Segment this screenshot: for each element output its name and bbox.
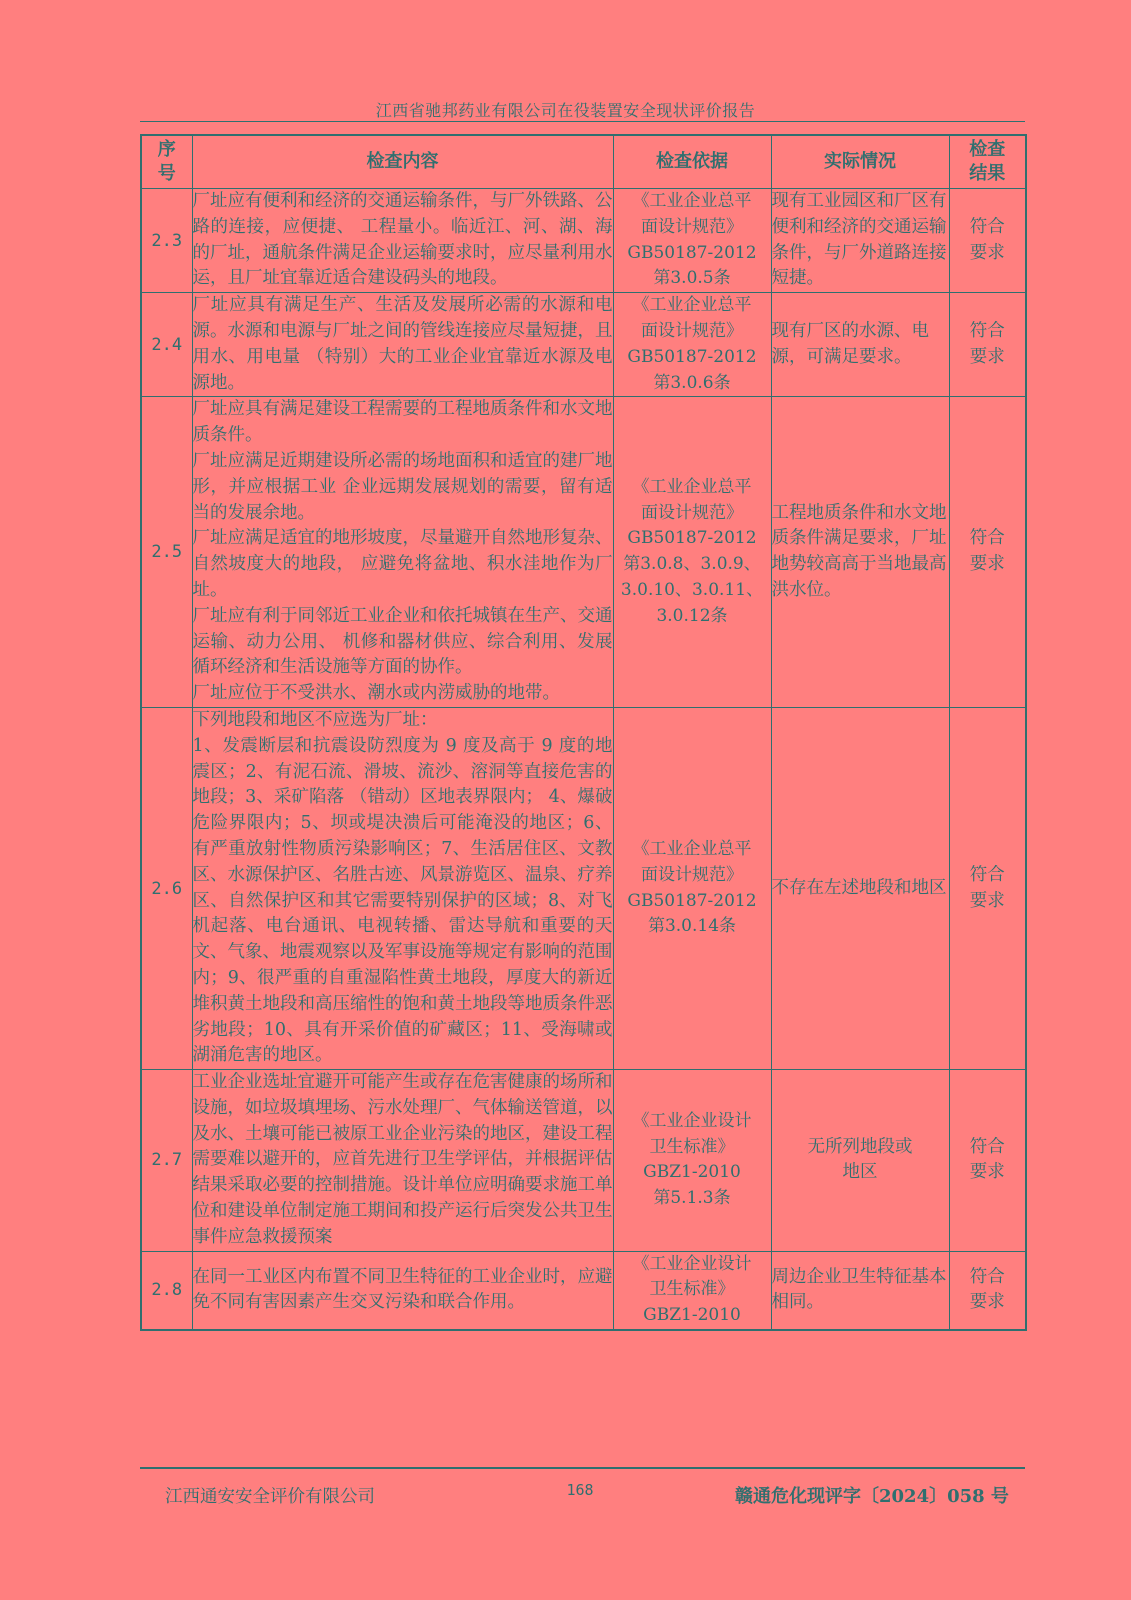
row-basis: 《工业企业总平 面设计规范》 GB50187-2012 第3.0.5条 xyxy=(613,189,771,293)
row-seq: 2.3 xyxy=(141,189,192,293)
row-seq: 2.4 xyxy=(141,293,192,397)
row-seq: 2.6 xyxy=(141,707,192,1069)
row-content: 下列地段和地区不应选为厂址： 1、发震断层和抗震设防烈度为 9 度及高于 9 度的地震区；2、有泥石流、滑坡、流沙、溶洞等直接危害的地段；3、采矿陷落 （错动）区地表界限内； 4、爆破危险界限内；5、坝或堤决溃后可能淹没的地区；6、有严重放射性物质污染影响区；7、生活居住区、文教区、水源保护区、名胜古迹、风景游览区、温泉、疗养区、自然保护区和其它需要特别保护的区域；8、对飞机起落、电台通讯、电视转播、雷达导航和重要的天文、气象、地震观察以及军事设施等规定有影响的范围内；9、很严重的自重湿陷性黄土地段，厚度大的新近堆积黄土地段和高压缩性的饱和黄土地段等地质条件恶劣地段；10、具有开采价值的矿藏区；11、受海啸或湖涌危害的地区。 xyxy=(192,707,613,1069)
table-row xyxy=(141,1070,1026,1252)
row-content: 厂址应具有满足建设工程需要的工程地质条件和水文地质条件。 厂址应满足近期建设所必需的场地面积和适宜的建厂地形，并应根据工业 企业远期发展规划的需要，留有适当的发展余地。 厂址应满足适宜的地形坡度，尽量避开自然地形复杂、自然坡度大的地段， 应避免将盆地、积水洼地作为厂址。 厂址应有利于同邻近工业企业和依托城镇在生产、交通运输、动力公用、 机修和器材供应、综合利用、发展循环经济和生活设施等方面的协作。 厂址应位于不受洪水、潮水或内涝威胁的地带。 xyxy=(192,397,613,708)
row-result: 符合 要求 xyxy=(949,1070,1026,1252)
row-content: 厂址应有便利和经济的交通运输条件，与厂外铁路、公路的连接，应便捷、 工程量小。临近江、河、湖、海的厂址，通航条件满足企业运输要求时，应尽量利用水运，且厂址宜靠近适合建设码头的地段。 xyxy=(192,189,613,293)
table-row xyxy=(141,293,1026,397)
inspection-table xyxy=(140,134,1027,1331)
row-basis: 《工业企业设计 卫生标准》 GBZ1-2010 xyxy=(613,1251,771,1330)
row-result: 符合 要求 xyxy=(949,1251,1026,1330)
row-result: 符合 要求 xyxy=(949,293,1026,397)
row-basis: 《工业企业设计 卫生标准》 GBZ1-2010 第5.1.3条 xyxy=(613,1070,771,1252)
footer-divider xyxy=(140,1467,1025,1469)
row-content: 在同一工业区内布置不同卫生特征的工业企业时，应避免不同有害因素产生交叉污染和联合作用。 xyxy=(192,1251,613,1330)
row-actual: 无所列地段或 地区 xyxy=(771,1070,949,1252)
row-seq: 2.5 xyxy=(141,397,192,708)
row-seq: 2.7 xyxy=(141,1070,192,1252)
document-number: 赣通危化现评字〔2024〕058 号 xyxy=(735,1486,1009,1507)
table-row xyxy=(141,707,1026,1069)
footer-company: 江西通安安全评价有限公司 xyxy=(165,1487,375,1507)
row-content: 工业企业选址宜避开可能产生或存在危害健康的场所和设施，如垃圾填埋场、污水处理厂、气体输送管道，以及水、土壤可能已被原工业企业污染的地区，建设工程需要难以避开的，应首先进行卫生学评估，并根据评估结果采取必要的控制措施。设计单位应明确要求施工单位和建设单位制定施工期间和投产运行后突发公共卫生事件应急救援预案 xyxy=(192,1070,613,1252)
row-basis: 《工业企业总平 面设计规范》 GB50187-2012 第3.0.6条 xyxy=(613,293,771,397)
row-result: 符合 要求 xyxy=(949,707,1026,1069)
report-title: 江西省驰邦药业有限公司在役装置安全现状评价报告 xyxy=(375,101,756,120)
row-result: 符合 要求 xyxy=(949,189,1026,293)
row-content: 厂址应具有满足生产、生活及发展所必需的水源和电源。水源和电源与厂址之间的管线连接应尽量短捷，且用水、用电量 （特别）大的工业企业宜靠近水源及电源地。 xyxy=(192,293,613,397)
row-actual: 现有厂区的水源、电源，可满足要求。 xyxy=(771,293,949,397)
header-result: 检查 结果 xyxy=(949,135,1026,189)
header-seq: 序 号 xyxy=(141,135,192,189)
table-header-row xyxy=(141,135,1026,189)
row-actual: 不存在左述地段和地区 xyxy=(771,707,949,1069)
row-actual: 周边企业卫生特征基本相同。 xyxy=(771,1251,949,1330)
row-actual: 工程地质条件和水文地质条件满足要求，厂址地势较高高于当地最高洪水位。 xyxy=(771,397,949,708)
header-basis: 检查依据 xyxy=(613,135,771,189)
row-actual: 现有工业园区和厂区有便利和经济的交通运输条件，与厂外道路连接短捷。 xyxy=(771,189,949,293)
header-content: 检查内容 xyxy=(192,135,613,189)
row-basis: 《工业企业总平 面设计规范》 GB50187-2012 第3.0.8、3.0.9、 3.0.10、3.0.11、 3.0.12条 xyxy=(613,397,771,708)
header-actual: 实际情况 xyxy=(771,135,949,189)
row-seq: 2.8 xyxy=(141,1251,192,1330)
header-divider xyxy=(140,121,1025,122)
page-number: 168 xyxy=(566,1481,594,1499)
table-row xyxy=(141,189,1026,293)
row-basis: 《工业企业总平 面设计规范》 GB50187-2012 第3.0.14条 xyxy=(613,707,771,1069)
table-row xyxy=(141,397,1026,708)
table-row xyxy=(141,1251,1026,1330)
row-result: 符合 要求 xyxy=(949,397,1026,708)
